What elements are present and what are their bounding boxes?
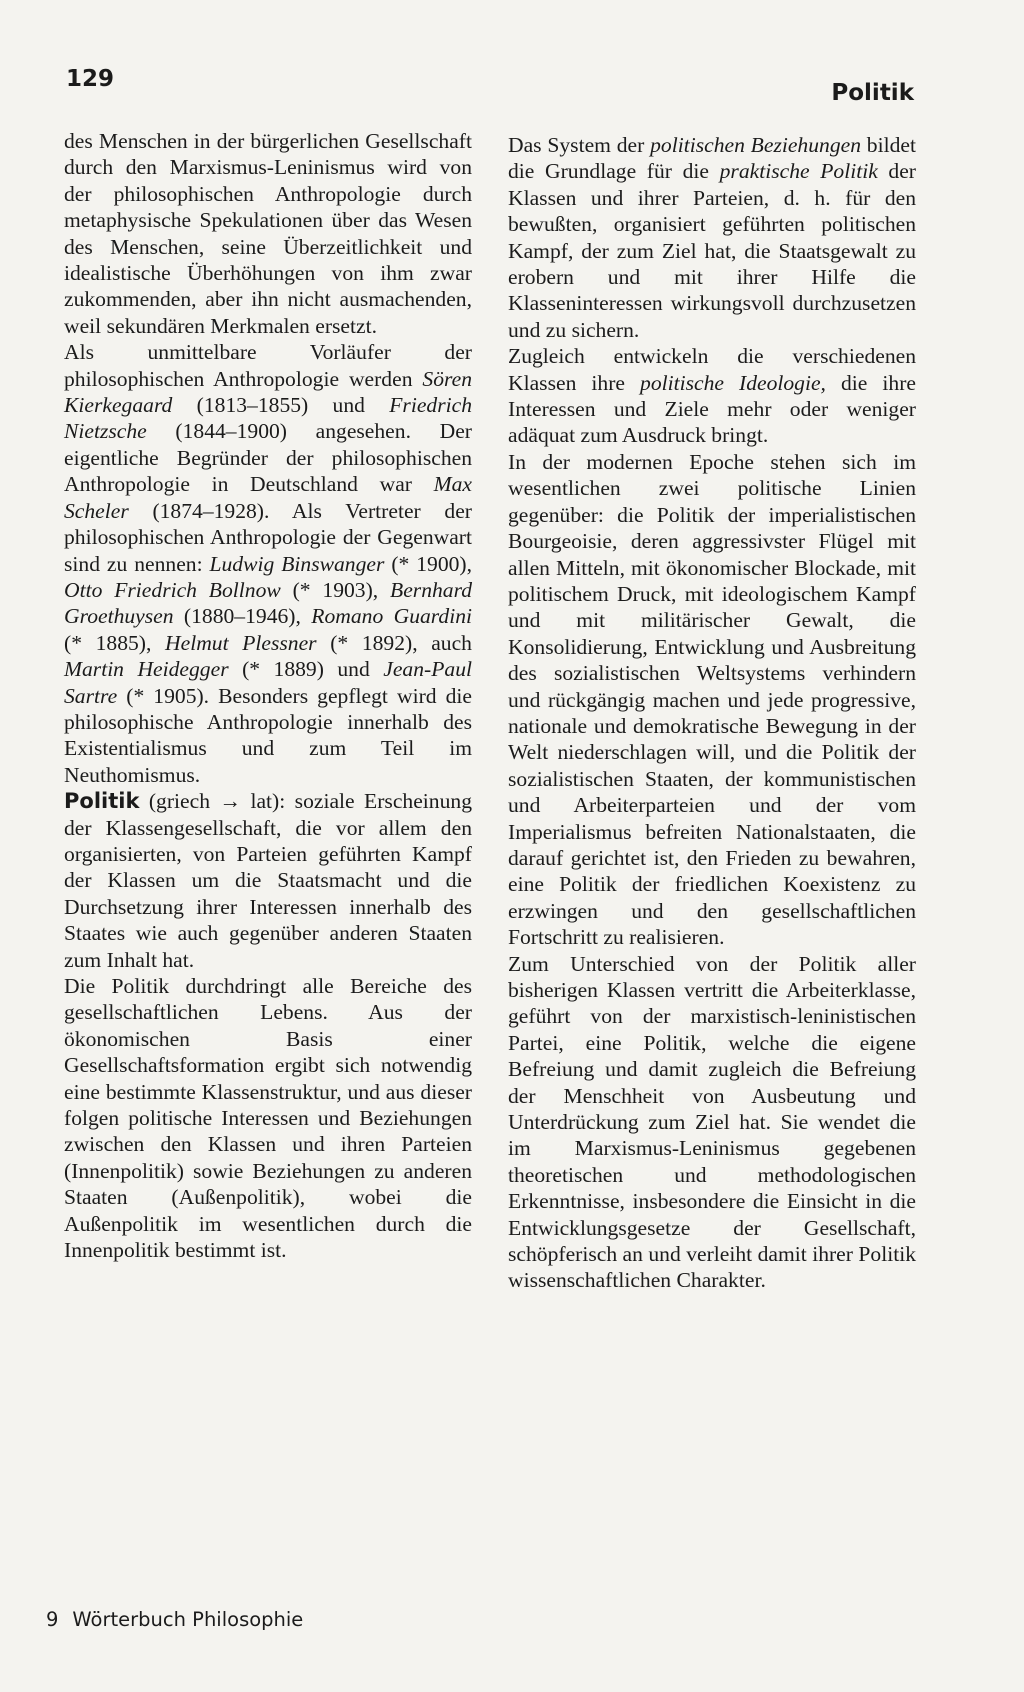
signature-mark: 9 xyxy=(46,1608,59,1631)
text-run: (* 1903), xyxy=(280,577,391,602)
book-title: Wörterbuch Philosophie xyxy=(72,1608,304,1631)
emphasis: politischen Beziehungen xyxy=(650,133,862,157)
paragraph xyxy=(64,339,472,788)
text-run: die ihre Interessen und Ziele mehr oder weniger adäquat zum Ausdruck bringt. xyxy=(508,370,916,448)
text-run: (1844–1900) angesehen. Der eigentliche Begründer der philosophischen Anthropologie in Deutschland war xyxy=(64,419,472,497)
text-run: Zugleich entwickeln die verschiedenen Klassen ihre xyxy=(508,344,916,395)
entry-definition: (griech → lat): soziale Erscheinung der Klassengesellschaft, die vor allem den organisierten, von Parteien geführten Kampf der Klassen um die Staatsmacht und die Durchsetzung ihrer Interessen innerhalb des Staates wie auch gegenüber anderen Staaten zum Inhalt hat. xyxy=(64,789,472,972)
person-name: Otto Friedrich Bollnow xyxy=(64,577,281,602)
text-run: der Klassen und ihrer Parteien, d. h. für den bewußten, organisiert geführten politischen Kampf, der zum Ziel hat, die Staatsgewalt zu erobern und mit ihrer Hilfe die Klasseninteressen wirkungsvoll durchzusetzen und zu sichern. xyxy=(508,159,916,342)
paragraph: Zum Unterschied von der Politik aller bisherigen Klassen vertritt die Arbeiterklasse, geführt von der marxistisch-leninistischen Partei, eine Politik, welche die eigene Befreiung und damit zugleich die Befreiung der Menschheit von Ausbeutung und Unterdrückung zum Ziel hat. Sie wendet die im Marxismus-Leninismus gegebenen theoretischen und methodologischen Erkenntnisse, insbesondere die Einsicht in die Entwicklungsgesetze der Gesellschaft, schöpferisch an und verleiht damit ihrer Politik wissenschaftlichen Charakter. xyxy=(508,951,916,1293)
person-name: Helmut Plessner xyxy=(165,630,317,655)
person-name: Jean-Paul Sartre xyxy=(64,657,472,708)
person-name: Friedrich Nietzsche xyxy=(64,393,472,444)
text-run: Das System der xyxy=(508,133,651,157)
right-column xyxy=(508,132,916,1294)
running-head: Politik xyxy=(831,80,914,106)
paragraph xyxy=(508,132,916,343)
text-run: (1813–1855) und xyxy=(172,393,390,418)
person-name: Max Scheler xyxy=(64,472,472,523)
text-run: bildet die Grundlage für die xyxy=(508,133,916,184)
text-run: (* 1885), xyxy=(64,630,166,655)
text-run: (1880–1946), xyxy=(173,604,312,629)
text-run: Als unmittelbare Vorläufer der philosophischen Anthropologie werden xyxy=(64,340,472,391)
person-name: Romano Guardini xyxy=(311,604,472,629)
person-name: Sören Kierkegaard xyxy=(64,366,472,418)
text-run: (* 1889) und xyxy=(228,657,384,682)
text-run: (* 1905). Besonders gepflegt wird die philosophische Anthropologie innerhalb des Existentialismus und zum Teil im Neuthomismus. xyxy=(64,683,472,787)
text-run: (* 1892), auch xyxy=(316,630,472,655)
paragraph: des Menschen in der bürgerlichen Gesellschaft durch den Marxismus-Leninismus wird von der philosophischen Anthropologie durch metaphysische Spekulationen über das Wesen des Menschen, seine Überzeitlichkeit und idealistische Überhöhungen von ihm zwar zukommenden, aber ihn nicht ausmachenden, weil sekundären Merkmalen ersetzt. xyxy=(64,129,472,338)
page-number: 129 xyxy=(66,66,115,92)
left-column xyxy=(64,128,472,1263)
person-name: Ludwig Binswanger xyxy=(209,551,385,576)
person-name: Bernhard Groethuysen xyxy=(64,577,472,629)
text-run: (1874–1928). Als Vertreter der philosophischen Anthropologie der Gegenwart sind zu nennen: xyxy=(64,498,472,576)
footer xyxy=(46,1608,303,1631)
person-name: Martin Heidegger xyxy=(64,657,229,682)
text-run: (* 1900), xyxy=(384,551,473,576)
emphasis: praktische Politik xyxy=(719,159,878,184)
emphasis: politische Ideologie, xyxy=(640,370,826,395)
paragraph xyxy=(508,343,916,449)
dictionary-entry xyxy=(64,788,472,973)
paragraph: Die Politik durchdringt alle Bereiche des gesellschaftlichen Lebens. Aus der ökonomischen Basis einer Gesellschaftsformation ergibt sich notwendig eine bestimmte Klassenstruktur, und aus dieser folgen politische Interessen und Beziehungen zwischen den Klassen und ihren Parteien (Innenpolitik) sowie Beziehungen zu anderen Staaten (Außenpolitik), wobei die Außenpolitik im wesentlichen durch die Innenpolitik bestimmt ist. xyxy=(64,974,472,1263)
paragraph: In der modernen Epoche stehen sich im wesentlichen zwei politische Linien gegenüber: die Politik der imperialistischen Bourgeoisie, deren aggressivster Flügel mit allen Mitteln, mit ökonomischer Blockade, mit politischem Druck, mit ideologischem Kampf und mit militärischer Gewalt, die Konsolidierung, Entwicklung und Ausbreitung des sozialistischen Weltsystems verhindern und rückgängig machen und jede progressive, nationale und demokratische Bewegung in der Welt niederschlagen will, und die Politik der sozialistischen Staaten, der kommunistischen und Arbeiterparteien und der vom Imperialismus befreiten Nationalstaaten, die darauf gerichtet ist, den Frieden zu bewahren, eine Politik der friedlichen Koexistenz zu erzwingen und den gesellschaftlichen Fortschritt zu realisieren. xyxy=(508,449,916,950)
entry-headword: Politik xyxy=(64,789,140,814)
